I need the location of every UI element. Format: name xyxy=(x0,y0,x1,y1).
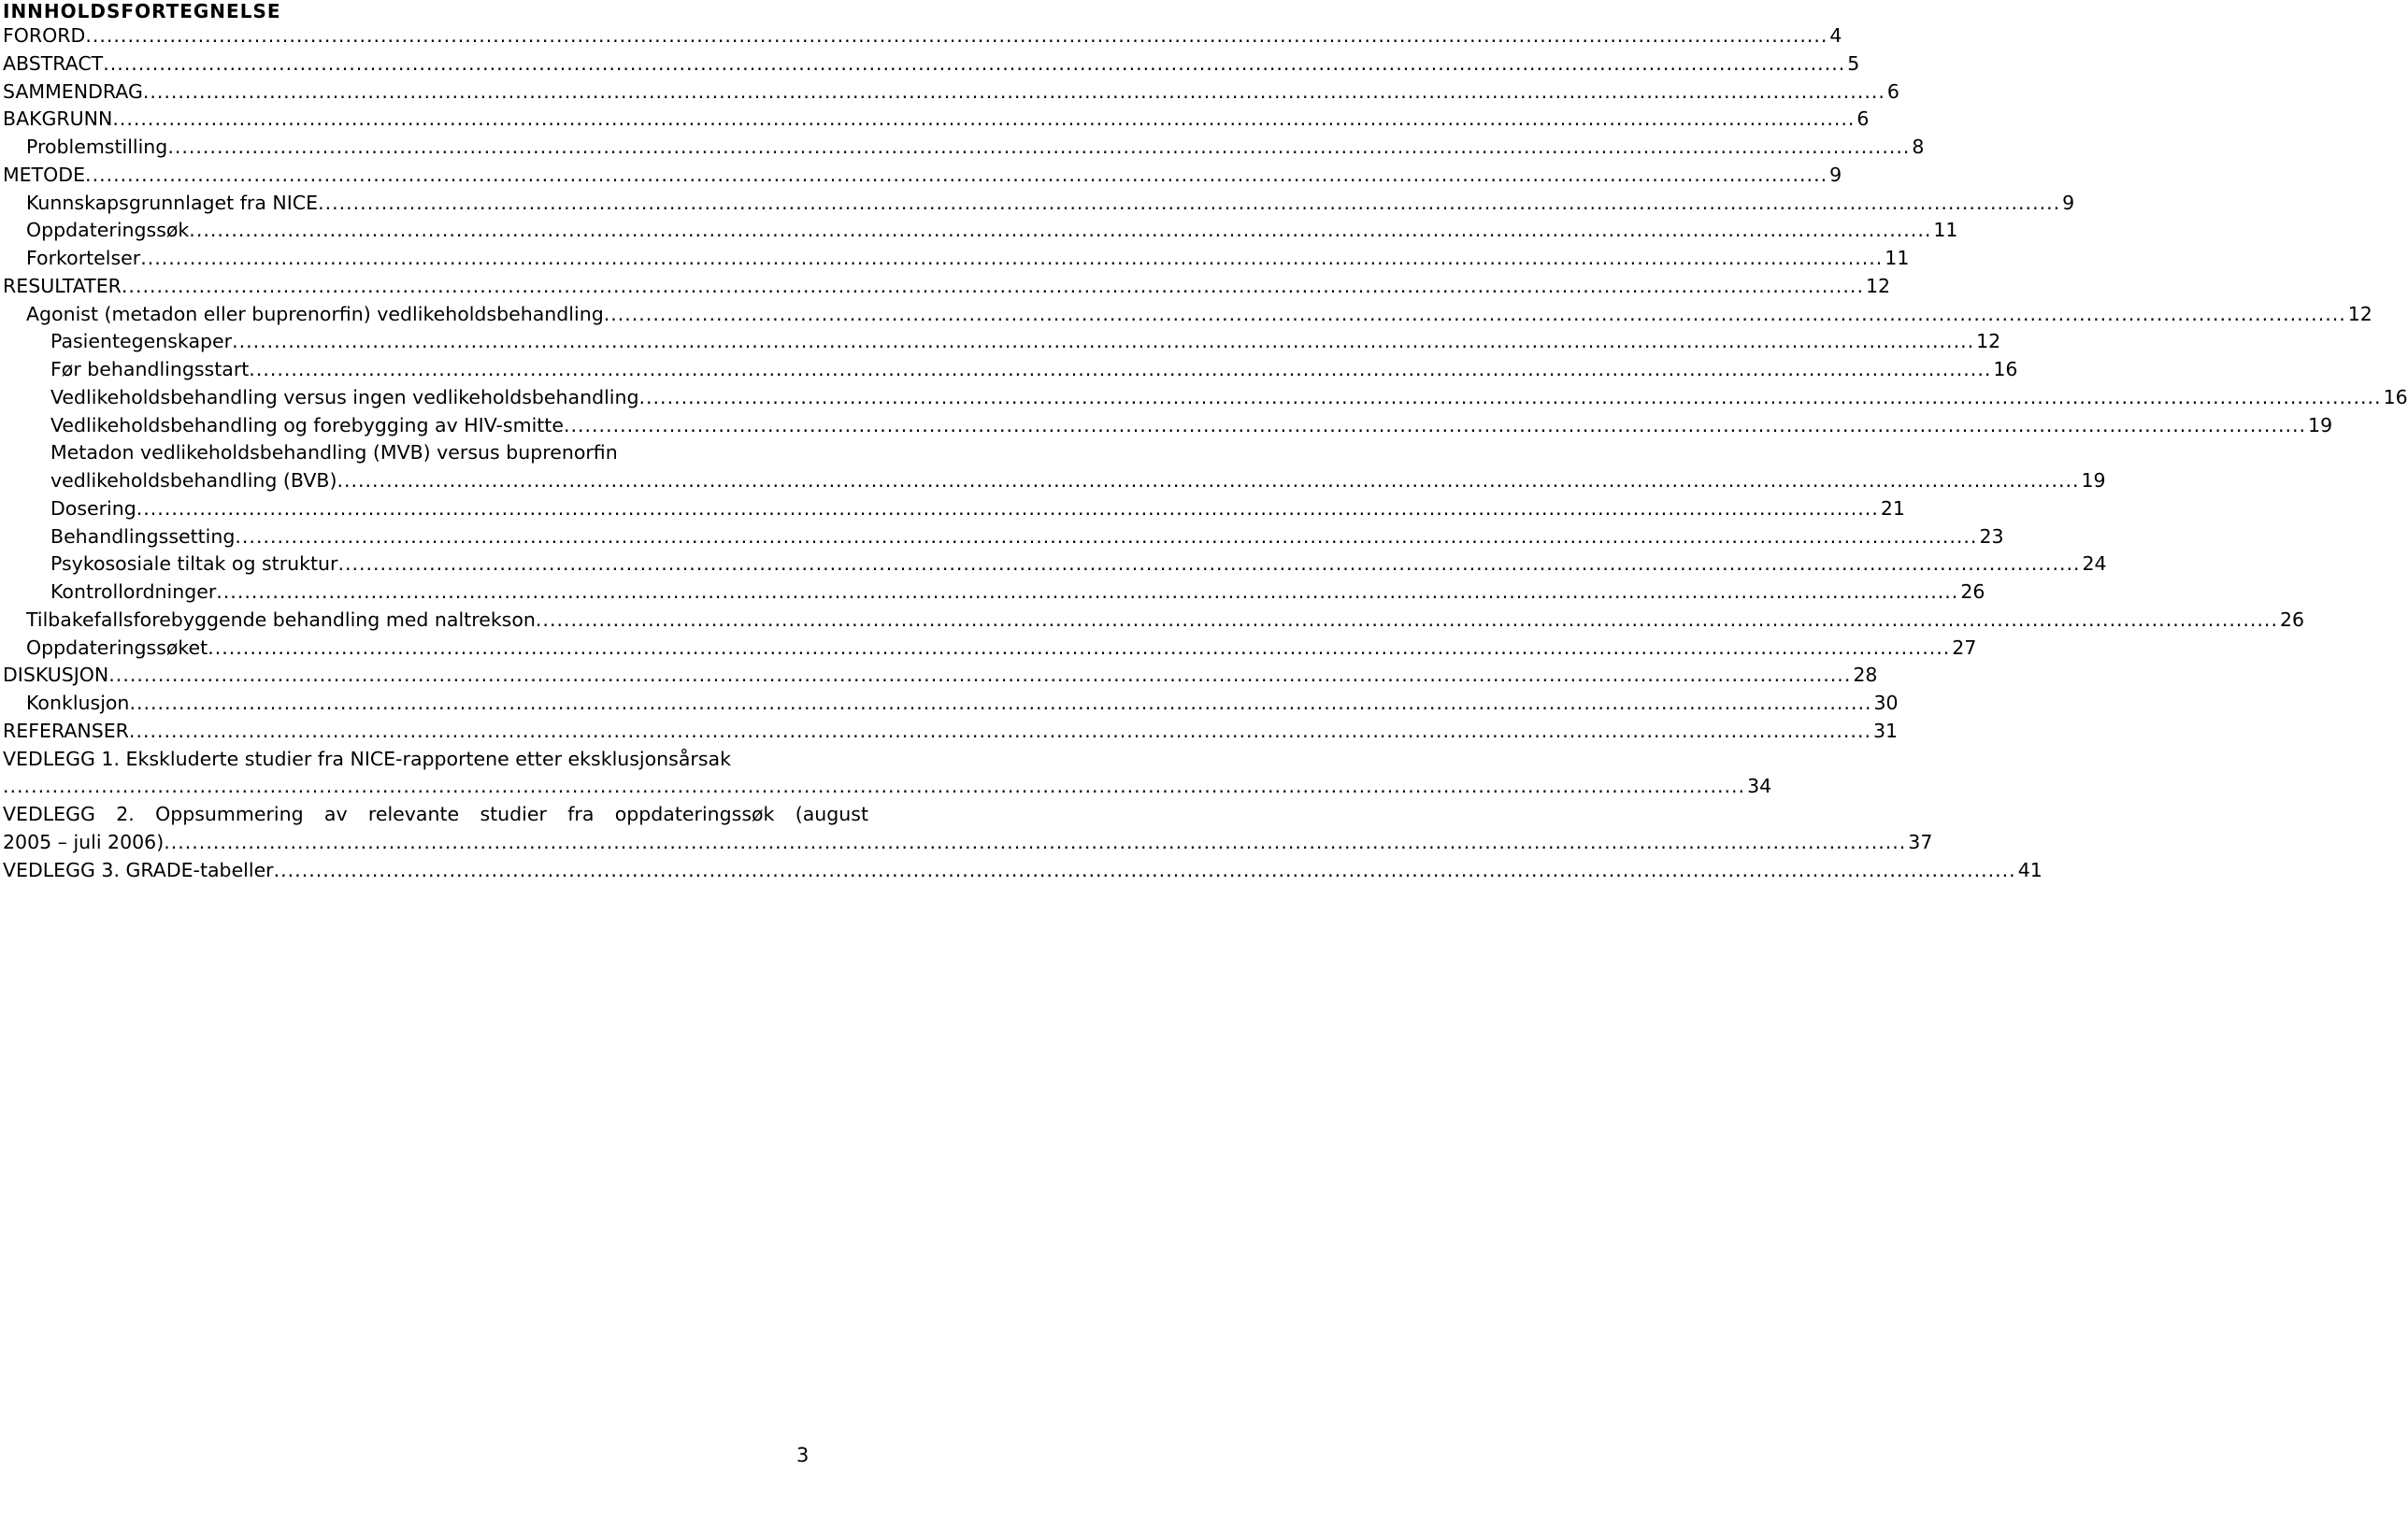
dot-leader xyxy=(337,467,2079,495)
toc-entry-page: 11 xyxy=(1933,219,1958,242)
toc-entry-title: Kunnskapsgrunnlaget fra NICE xyxy=(26,191,319,214)
toc-entry[interactable] xyxy=(3,662,1878,690)
toc-entry[interactable] xyxy=(3,495,1905,523)
toc-entry-page: 6 xyxy=(1856,107,1870,131)
dot-leader xyxy=(108,662,1851,690)
toc-entry[interactable] xyxy=(3,106,1870,134)
toc-entry-page: 26 xyxy=(1960,580,1985,603)
toc-entry-title: BAKGRUNN xyxy=(3,107,113,131)
toc-entry-page: 28 xyxy=(1853,664,1878,687)
toc-entry-title: ABSTRACT xyxy=(3,51,104,75)
toc-entry-title: VEDLEGG 3. GRADE-tabeller xyxy=(3,858,274,881)
toc-entry-title: Oppdateringssøket xyxy=(26,636,208,659)
toc-entry-page: 31 xyxy=(1872,719,1899,742)
dot-leader xyxy=(167,134,1910,162)
toc-entry-page: 24 xyxy=(2082,552,2107,576)
dot-leader xyxy=(249,356,1991,384)
toc-entries xyxy=(3,22,2408,884)
toc-entry-page: 30 xyxy=(1873,692,1899,714)
dot-leader xyxy=(164,829,1906,857)
toc-entry-page: 19 xyxy=(2308,413,2333,436)
dot-leader xyxy=(140,245,1883,273)
toc-entry[interactable] xyxy=(3,467,2106,495)
toc-entry-page: 11 xyxy=(1885,247,1910,269)
dot-leader xyxy=(536,607,2278,635)
dot-leader xyxy=(85,22,1828,50)
toc-entry-page: 26 xyxy=(2279,607,2305,631)
toc-entry-page: 23 xyxy=(1979,524,2004,548)
toc-entry-title: FORORD xyxy=(3,24,86,47)
page-number: 3 xyxy=(796,1444,810,1466)
toc-entry[interactable] xyxy=(3,607,2305,635)
toc-entry-page: 19 xyxy=(2081,469,2106,492)
toc-entry-title: Dosering xyxy=(50,496,136,520)
toc-entry-page: 5 xyxy=(1847,51,1860,75)
toc-entry-title: vedlikeholdsbehandling (BVB) xyxy=(50,469,337,492)
dot-leader xyxy=(129,690,1871,718)
toc-entry[interactable] xyxy=(3,22,1842,50)
toc-entry[interactable] xyxy=(3,328,2001,356)
toc-entry[interactable] xyxy=(3,134,1925,162)
toc-entry[interactable] xyxy=(3,245,1910,273)
toc-entry[interactable] xyxy=(3,79,1899,107)
toc-entry-title: Behandlingssetting xyxy=(50,524,236,548)
toc-entry[interactable] xyxy=(3,523,2004,551)
toc-entry-title: 2005 – juli 2006) xyxy=(3,830,165,853)
toc-entry-title: Forkortelser xyxy=(26,247,141,269)
toc-entry-title: Tilbakefallsforebyggende behandling med naltrekson xyxy=(26,607,536,631)
toc-entry-title: RESULTATER xyxy=(3,274,122,297)
dot-leader xyxy=(639,384,2382,412)
toc-entry[interactable] xyxy=(3,190,2075,218)
dot-leader xyxy=(112,106,1855,134)
toc-entry-title: Vedlikeholdsbehandling versus ingen vedlikeholdsbehandling xyxy=(50,385,639,408)
toc-entry-page: 34 xyxy=(1747,775,1772,798)
toc-entry[interactable] xyxy=(3,356,2018,384)
toc-entry-title: Agonist (metadon eller buprenorfin) vedlikeholdsbehandling xyxy=(26,302,604,325)
dot-leader xyxy=(604,301,2346,329)
toc-entry-page: 12 xyxy=(2347,302,2372,325)
dot-leader xyxy=(3,773,1745,801)
toc-entry-page: 9 xyxy=(2062,191,2075,214)
toc-entry[interactable] xyxy=(3,579,1985,607)
toc-entry-title: Oppdateringssøk xyxy=(26,219,190,242)
toc-entry-title: Før behandlingsstart xyxy=(50,358,250,380)
toc-entry[interactable] xyxy=(3,273,1891,301)
toc-entry-title: METODE xyxy=(3,163,86,186)
toc-entry[interactable] xyxy=(3,690,1899,718)
toc-entry-title: Psykososiale tiltak og struktur xyxy=(50,552,338,576)
toc-entry-page: 4 xyxy=(1829,24,1842,47)
dot-leader xyxy=(318,190,2060,218)
dot-leader xyxy=(274,857,2016,885)
toc-entry-title: DISKUSJON xyxy=(3,664,109,687)
dot-leader xyxy=(216,579,1958,607)
toc-entry[interactable] xyxy=(3,162,1842,190)
toc-entry-title: Konklusjon xyxy=(26,692,130,714)
toc-entry[interactable] xyxy=(3,857,2042,885)
toc-entry-page: 37 xyxy=(1908,830,1933,853)
dot-leader xyxy=(235,523,1977,551)
toc-entry-title: Kontrollordninger xyxy=(50,580,217,603)
toc-entry-title: Pasientegenskaper xyxy=(50,330,233,353)
dot-leader xyxy=(232,328,1974,356)
toc-heading: INNHOLDSFORTEGNELSE xyxy=(3,0,281,22)
dot-leader xyxy=(103,50,1845,79)
toc-entry-page: 16 xyxy=(2383,385,2408,408)
toc-entry-page: 8 xyxy=(1912,136,1925,158)
toc-entry-title: Problemstilling xyxy=(26,136,168,158)
toc-entry[interactable] xyxy=(3,718,1899,746)
dot-leader xyxy=(208,635,1950,663)
toc-entry-title: Vedlikeholdsbehandling og forebygging av HIV-smitte xyxy=(50,413,564,436)
toc-entry-page: 12 xyxy=(1865,274,1891,297)
toc-entry[interactable] xyxy=(3,301,2372,329)
dot-leader xyxy=(136,495,1879,523)
toc-entry[interactable] xyxy=(3,829,1933,857)
dot-leader xyxy=(122,273,1864,301)
toc-entry[interactable] xyxy=(3,50,1860,79)
toc-entry-line: Metadon vedlikeholdsbehandling (MVB) versus buprenorfin xyxy=(50,441,618,465)
dot-leader xyxy=(129,718,1871,746)
toc-entry-page: 12 xyxy=(1976,330,2001,353)
toc-entry[interactable] xyxy=(3,217,1958,245)
toc-entry-line: VEDLEGG 1. Ekskluderte studier fra NICE-rapportene etter eksklusjonsårsak xyxy=(3,747,731,770)
toc-entry-page: 21 xyxy=(1880,496,1905,520)
toc-entry[interactable] xyxy=(3,384,2408,412)
toc-entry-line: VEDLEGG 2. Oppsummering av relevante studier fra oppdateringssøk (august xyxy=(3,803,868,825)
dot-leader xyxy=(143,79,1885,107)
toc-entry[interactable] xyxy=(3,412,2333,440)
dot-leader xyxy=(85,162,1828,190)
dot-leader xyxy=(564,412,2306,440)
toc-entry-page: 9 xyxy=(1829,163,1842,186)
toc-entry[interactable] xyxy=(3,550,2107,579)
table-of-contents xyxy=(3,0,2408,884)
toc-entry[interactable] xyxy=(3,773,1772,801)
dot-leader xyxy=(337,550,2080,579)
toc-entry[interactable] xyxy=(3,635,1977,663)
toc-entry-page: 41 xyxy=(2017,858,2042,881)
toc-entry-page: 27 xyxy=(1952,636,1977,659)
dot-leader xyxy=(189,217,1931,245)
toc-entry-title: SAMMENDRAG xyxy=(3,79,143,103)
toc-entry-page: 16 xyxy=(1993,358,2018,380)
toc-entry-title: REFERANSER xyxy=(3,719,129,742)
toc-entry-page: 6 xyxy=(1886,79,1899,103)
